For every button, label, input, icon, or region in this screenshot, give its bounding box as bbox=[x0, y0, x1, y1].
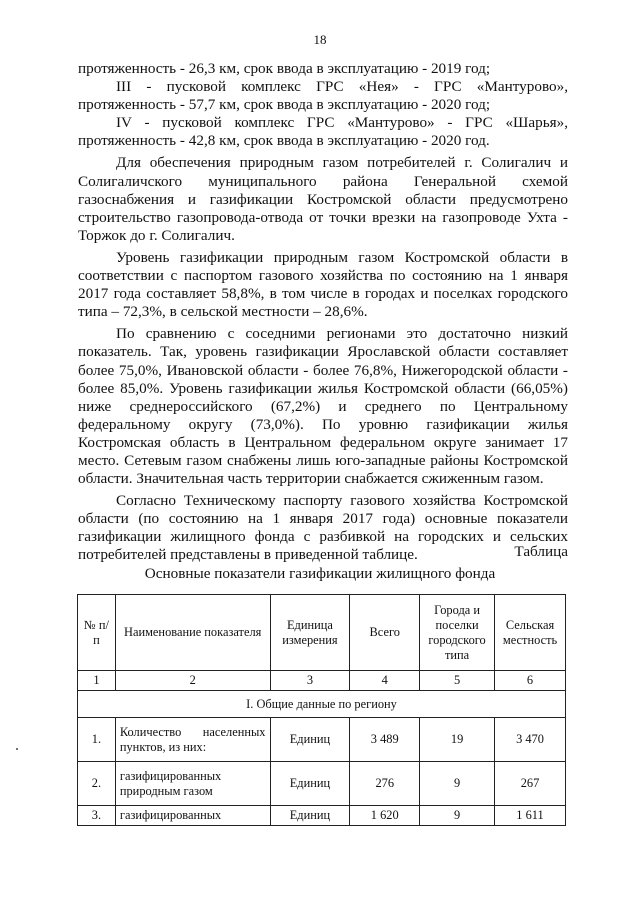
rural: 3 470 bbox=[495, 718, 566, 762]
gasification-table bbox=[77, 594, 566, 826]
unit: Единиц bbox=[270, 806, 350, 826]
header-cell: Наименование показателя bbox=[115, 595, 270, 671]
column-number: 6 bbox=[495, 671, 566, 691]
header-cell: Сельская местность bbox=[495, 595, 566, 671]
rural: 267 bbox=[495, 762, 566, 806]
column-number: 1 bbox=[78, 671, 116, 691]
column-number: 3 bbox=[270, 671, 350, 691]
table-label: Таблица bbox=[514, 543, 568, 560]
header-cell: Города и поселки городского типа bbox=[420, 595, 495, 671]
paragraph: Согласно Техническому паспорту газового хозяйства Костромской области (по состоянию на 1 января 2017 года) основные показатели газификации жилищного фонда с разбивкой на городских и сельских потребителей представлены в приведенной таблице. bbox=[78, 492, 568, 564]
table-row bbox=[78, 806, 566, 826]
column-number: 2 bbox=[115, 671, 270, 691]
total: 3 489 bbox=[350, 718, 420, 762]
indicator-name: газифицированных bbox=[115, 806, 270, 826]
total: 1 620 bbox=[350, 806, 420, 826]
scan-dot bbox=[16, 748, 18, 750]
column-number: 5 bbox=[420, 671, 495, 691]
paragraph: Для обеспечения природным газом потребителей г. Солигалич и Солигаличского муниципального района Генеральной схемой газоснабжения и газификации Костромской области предусмотрено строительство газопровода-отвода от точки врезки на газопроводе Ухта - Торжок до г. Солигалич. bbox=[78, 154, 568, 244]
paragraph: IV - пусковой комплекс ГРС «Мантурово» - ГРС «Шарья», протяженность - 42,8 км, срок ввода в эксплуатацию - 2020 год. bbox=[78, 114, 568, 150]
row-number: 2. bbox=[78, 762, 116, 806]
row-number: 3. bbox=[78, 806, 116, 826]
paragraph: Уровень газификации природным газом Костромской области в соответствии с паспортом газового хозяйства по состоянию на 1 января 2017 года составляет 58,8%, в том числе в городах и поселках городского типа – 72,3%, в сельской местности – 28,6%. bbox=[78, 248, 568, 321]
table-title: Основные показатели газификации жилищного фонда bbox=[144, 565, 496, 582]
table-header-row bbox=[78, 595, 566, 671]
header-cell: Единица измерения bbox=[270, 595, 350, 671]
page-number: 18 bbox=[313, 32, 327, 47]
total: 276 bbox=[350, 762, 420, 806]
paragraph: протяженность - 26,3 км, срок ввода в эксплуатацию - 2019 год; bbox=[78, 60, 491, 77]
row-number: 1. bbox=[78, 718, 116, 762]
unit: Единиц bbox=[270, 718, 350, 762]
urban: 9 bbox=[420, 806, 495, 826]
section-row bbox=[78, 691, 566, 718]
urban: 9 bbox=[420, 762, 495, 806]
paragraph: III - пусковой комплекс ГРС «Нея» - ГРС «Мантурово», протяженность - 57,7 км, срок ввода в эксплуатацию - 2020 год; bbox=[78, 78, 568, 114]
urban: 19 bbox=[420, 718, 495, 762]
column-number-row bbox=[78, 671, 566, 691]
indicator-name: газифицированных природным газом bbox=[115, 762, 270, 806]
body-text bbox=[78, 60, 568, 565]
unit: Единиц bbox=[270, 762, 350, 806]
header-cell: № п/п bbox=[78, 595, 116, 671]
rural: 1 611 bbox=[495, 806, 566, 826]
header-cell: Всего bbox=[350, 595, 420, 671]
paragraph: По сравнению с соседними регионами это достаточно низкий показатель. Так, уровень газификации Ярославской области составляет более 75,0%, Ивановской области - более 76,8%, Нижегородской области - более 85,0%. Уровень газификации жилья Костромской области (66,05%) ниже среднероссийского (67,2%) и среднего по Центральному федеральному округу (73,0%). По уровню газификации жилья Костромская область в Центральном федеральном округе занимает 17 место. Сетевым газом снабжены лишь юго-западные районы Костромской области. Значительная часть территории снабжается сжиженным газом. bbox=[78, 325, 568, 488]
table-row bbox=[78, 718, 566, 762]
column-number: 4 bbox=[350, 671, 420, 691]
indicator-name: Количество населенных пунктов, из них: bbox=[115, 718, 270, 762]
table-row bbox=[78, 762, 566, 806]
section-title: I. Общие данные по региону bbox=[78, 691, 566, 718]
